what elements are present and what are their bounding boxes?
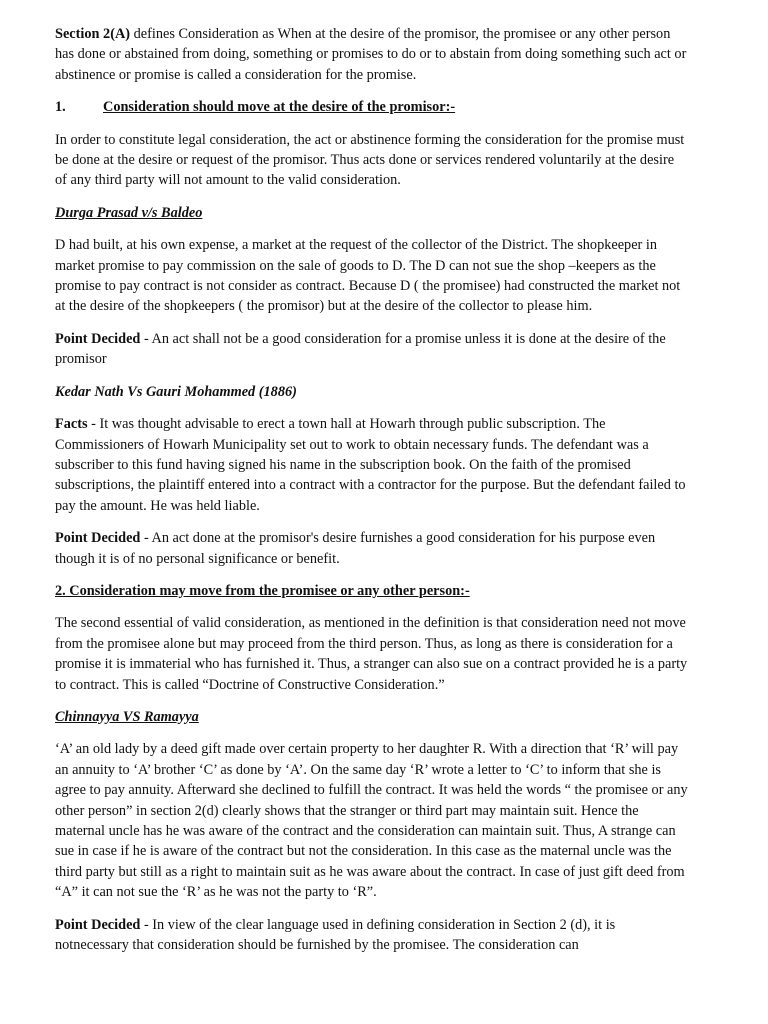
section1-number: 1. <box>55 99 66 116</box>
case2-point-label: Point Decided <box>55 530 141 547</box>
case2-title: Kedar Nath Vs Gauri Mohammed (1886) <box>55 383 297 400</box>
intro-label: Section 2(A) <box>55 26 131 42</box>
section1-title: Consideration should move at the desire of the promisor:- <box>103 99 456 116</box>
case3-title: Chinnayya VS Ramayya <box>55 708 199 725</box>
intro-text: defines Consideration as When at the desire of the promisor, the promisee or any other person has done or abstained from doing, something or promises to do or to abstain from doing something such act or abstinence or promise is called a consideration for the promise. <box>55 26 687 83</box>
case2-facts <box>55 414 688 516</box>
section1-heading <box>55 97 688 117</box>
case1-point-decided <box>55 329 688 370</box>
case1-point-text: - An act shall not be a good consideration for a promise unless it is done at the desire of the promisor <box>55 330 666 368</box>
section2-paragraph: The second essential of valid consideration, as mentioned in the definition is that consideration need not move from the promisee alone but may proceed from the third person. Thus, as long as there is consideration for a promise it is immaterial who has furnished it. Thus, a stranger can also sue on a contract provided he is a party to contract. This is called “Doctrine of Constructive Consideration.” <box>55 615 688 693</box>
section1-paragraph: In order to constitute legal consideration, the act or abstinence forming the consideration for the promise must be done at the desire or request of the promisor. Thus acts done or services rendered voluntarily at the desire of any third party will not amount to the valid consideration. <box>55 131 685 189</box>
case2-point-decided <box>55 528 688 569</box>
case1-title: Durga Prasad v/s Baldeo <box>55 204 203 221</box>
case3-point-text: - In view of the clear language used in defining consideration in Section 2 (d), it is notnecessary that consideration should be furnished by the promisee. The consideration can <box>55 916 616 954</box>
case2-point-text: - An act done at the promisor's desire furnishes a good consideration for his purpose even though it is of no personal significance or benefit. <box>55 530 656 567</box>
case1-paragraph: D had built, at his own expense, a market at the request of the collector of the District. The shopkeeper in market promise to pay commission on the sale of goods to D. The D can not sue the shop –keepers as the promise to pay contract is not consider as contract. Because D ( the promisee) had constructed the market not at the desire of the shopkeepers ( the promisor) but at the desire of the collector to please him. <box>55 237 681 315</box>
section2-heading: 2. Consideration may move from the promisee or any other person:- <box>55 582 470 599</box>
case3-point-decided <box>55 915 688 956</box>
case1-point-label: Point Decided <box>55 330 141 347</box>
case3-paragraph: ‘A’ an old lady by a deed gift made over certain property to her daughter R. With a direction that ‘R’ will pay an annuity to ‘A’ brother ‘C’ as done by ‘A’. On the same day ‘R’ wrote a letter to ‘C’ to inform that she is agree to pay annuity. Afterward she declined to fulfill the contract. It was held the words “ the promisee or any other person” in section 2(d) clearly shows that the stranger or third part may maintain suit. Hence the maternal uncle has he was aware of the contract and the consideration can maintain suit. Thus, A strange can sue in case if he is aware of the contract but not the consideration. In this case as the maternal uncle was the third party but still as a right to maintain suit as he was aware about the contract. In case of just gift deed from “A” it can not sue the ‘R’ as he was not the party to ‘R”. <box>55 741 688 901</box>
intro-paragraph <box>55 24 688 85</box>
case2-facts-label: Facts <box>55 416 88 433</box>
case3-point-label: Point Decided <box>55 916 141 933</box>
case2-facts-text: - It was thought advisable to erect a town hall at Howarh through public subscription. The Commissioners of Howarh Municipality set out to work to obtain necessary funds. The defendant was a subscriber to this fund having signed his name in the subscription book. On the faith of the promised subscriptions, the plaintiff entered into a contract with a contractor for the purpose. But the defendant failed to pay the amount. He was held liable. <box>55 416 686 514</box>
